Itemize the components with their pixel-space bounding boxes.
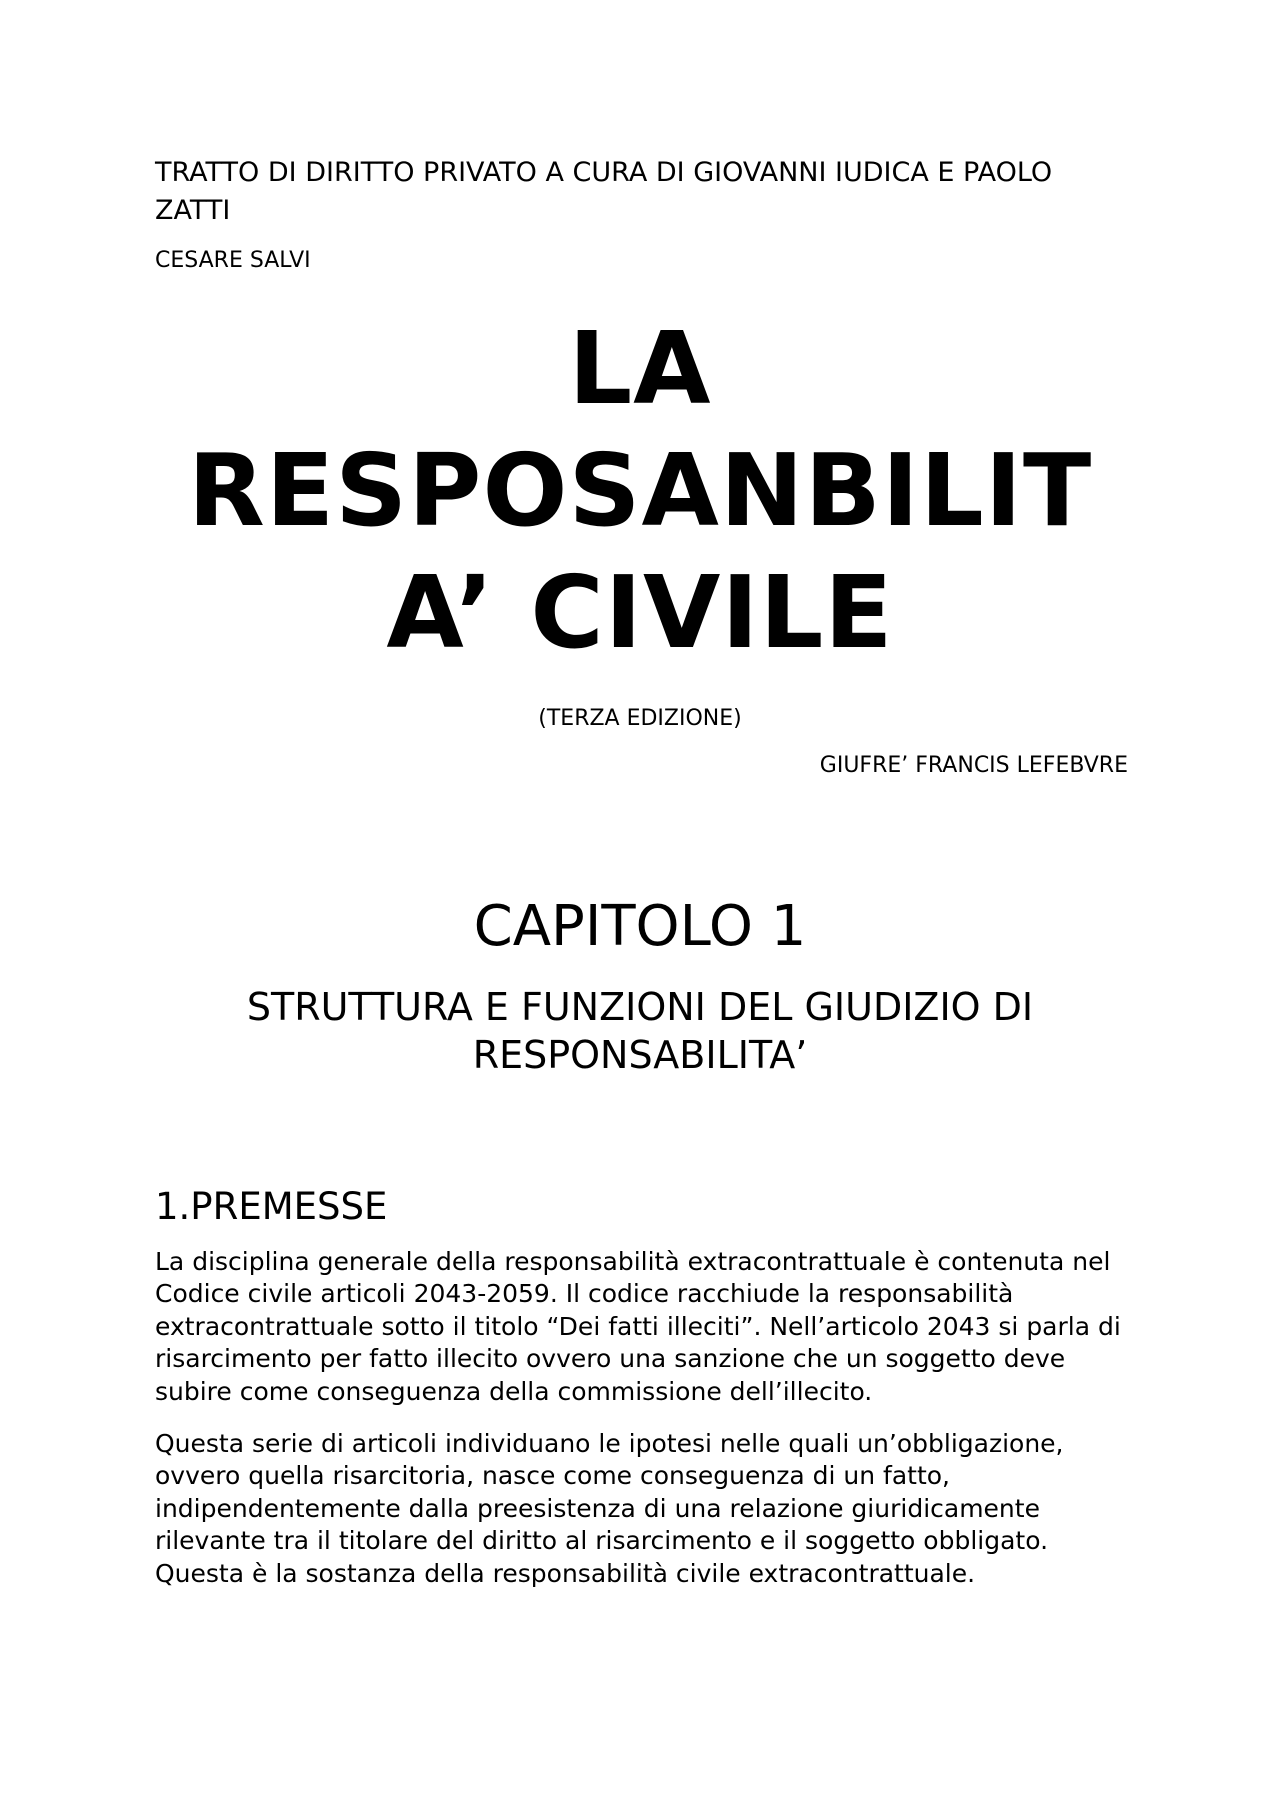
book-title-line-2: RESPOSANBILIT	[187, 432, 1093, 549]
series-line: TRATTO DI DIRITTO PRIVATO A CURA DI GIOVANNI IUDICA E PAOLO ZATTI	[155, 157, 1053, 226]
publisher-name: GIUFRE’ FRANCIS LEFEBVRE	[819, 753, 1128, 778]
chapter-title: STRUTTURA E FUNZIONI DEL GIUDIZIO DI RESPONSABILITA’	[246, 985, 1034, 1077]
author-name: CESARE SALVI	[155, 248, 311, 273]
book-title-line-1: LA	[568, 310, 712, 427]
book-title	[150, 308, 1130, 674]
chapter-label: CAPITOLO 1	[473, 894, 807, 959]
paragraph-2: Questa serie di articoli individuano le ipotesi nelle quali un’obbligazione, ovvero quella risarcitoria, nasce come conseguenza di un fatto, indipendentemente dalla preesistenza di una relazione giuridicamente rilevante tra il titolare del diritto al risarcimento e il soggetto obbligato. Questa è la sostanza della responsabilità civile extracontrattuale.	[155, 1429, 1064, 1588]
edition-label: (TERZA EDIZIONE)	[538, 706, 742, 731]
paragraph-1: La disciplina generale della responsabilità extracontrattuale è contenuta nel Codice civile articoli 2043-2059. Il codice racchiude la responsabilità extracontrattuale sotto il titolo “Dei fatti illeciti”. Nell’articolo 2043 si parla di risarcimento per fatto illecito ovvero una sanzione che un soggetto deve subire come conseguenza della commissione dell’illecito.	[155, 1247, 1121, 1406]
section-heading: 1.PREMESSE	[155, 1185, 388, 1228]
book-title-line-3: A’ CIVILE	[386, 554, 894, 671]
